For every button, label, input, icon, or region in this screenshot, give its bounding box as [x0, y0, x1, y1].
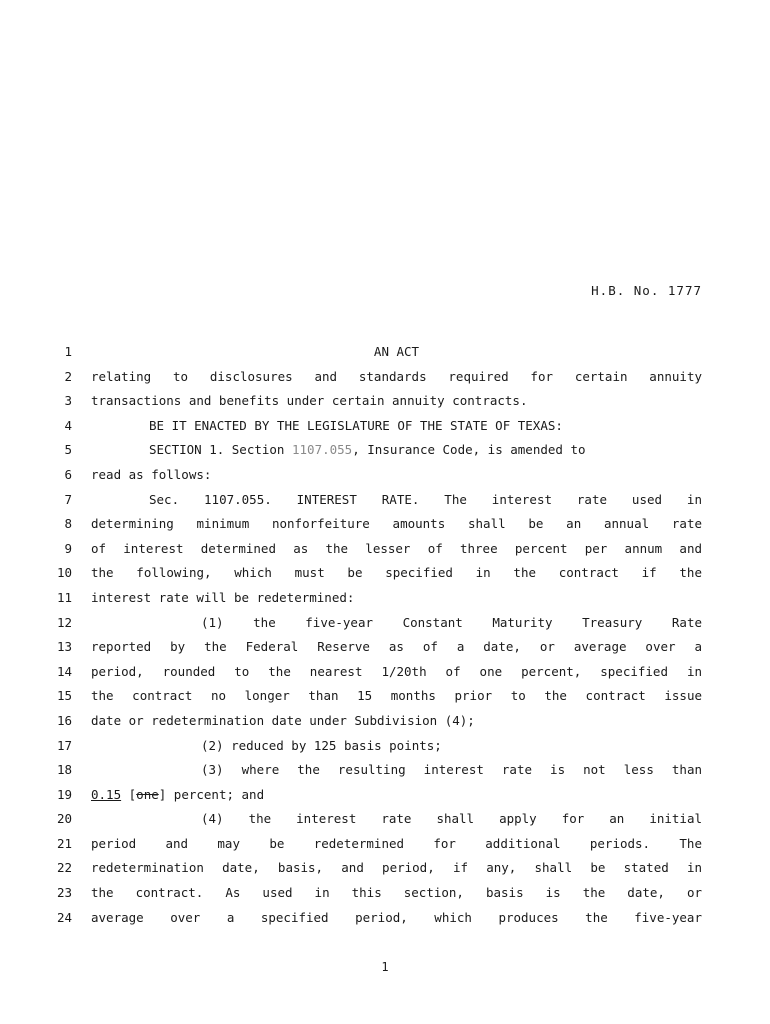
- line-text: the contract no longer than 15 months prior to the contract issue: [91, 688, 702, 704]
- line-6: [0, 463, 770, 488]
- line-number: 17: [56, 737, 72, 753]
- page-number: 1: [381, 960, 389, 974]
- line-9: [0, 537, 770, 562]
- bill-number: H.B. No. 1777: [591, 283, 702, 298]
- subdivision-2: (2) reduced by 125 basis points;: [201, 737, 442, 753]
- line-4: [0, 414, 770, 439]
- line-text: period and may be redetermined for additional periods. The: [91, 835, 702, 851]
- line-number: 4: [64, 417, 72, 433]
- line-14: [0, 660, 770, 685]
- act-title: AN ACT: [373, 344, 420, 359]
- line-number: 7: [64, 491, 72, 507]
- enacting-clause: BE IT ENACTED BY THE LEGISLATURE OF THE STATE OF TEXAS:: [149, 417, 563, 433]
- line-number: 16: [56, 712, 72, 728]
- section-link[interactable]: 1107.055: [292, 442, 353, 458]
- line-text: date or redetermination date under Subdivision (4);: [91, 712, 475, 728]
- line-number: 14: [56, 663, 72, 679]
- line-20: [0, 807, 770, 832]
- line-text: average over a specified period, which produces the five-year: [91, 909, 702, 925]
- line-19: [0, 783, 770, 808]
- bracket-close: ] percent; and: [158, 786, 265, 802]
- line-21: [0, 832, 770, 857]
- subdivision-1: (1) the five-year Constant Maturity Treasury Rate: [201, 614, 702, 630]
- section-prefix: SECTION 1. Section: [149, 442, 292, 458]
- line-text: the following, which must be specified in the contract if the: [91, 565, 702, 581]
- line-text: interest rate will be redetermined:: [91, 589, 355, 605]
- line-8: [0, 512, 770, 537]
- deleted-text: one: [136, 786, 159, 802]
- inserted-text: 0.15: [91, 786, 122, 802]
- bracket-open: [: [121, 786, 137, 802]
- line-16: [0, 709, 770, 734]
- line-7: [0, 488, 770, 513]
- line-number: 13: [56, 639, 72, 655]
- line-number: 2: [64, 368, 72, 384]
- subdivision-4: (4) the interest rate shall apply for an initial: [201, 811, 702, 827]
- line-number: 10: [56, 565, 72, 581]
- line-number: 21: [56, 835, 72, 851]
- line-number: 20: [56, 811, 72, 827]
- line-text: reported by the Federal Reserve as of a date, or average over a: [91, 639, 702, 655]
- line-number: 23: [56, 885, 72, 901]
- line-11: [0, 586, 770, 611]
- line-number: 24: [56, 909, 72, 925]
- section-suffix: , Insurance Code, is amended to: [352, 442, 586, 458]
- line-text: read as follows:: [91, 466, 212, 482]
- line-text: redetermination date, basis, and period, if any, shall be stated in: [91, 860, 702, 876]
- line-5: [0, 438, 770, 463]
- line-22: [0, 856, 770, 881]
- line-text: of interest determined as the lesser of three percent per annum and: [91, 540, 702, 556]
- line-text: relating to disclosures and standards required for certain annuity: [91, 368, 702, 384]
- line-1: [0, 340, 770, 365]
- line-text: period, rounded to the nearest 1/20th of one percent, specified in: [91, 663, 702, 679]
- line-2: [0, 365, 770, 390]
- line-12: [0, 611, 770, 636]
- line-number: 5: [64, 442, 72, 458]
- line-number: 22: [56, 860, 72, 876]
- line-number: 6: [64, 466, 72, 482]
- line-18: [0, 758, 770, 783]
- line-23: [0, 881, 770, 906]
- subdivision-3: (3) where the resulting interest rate is not less than: [201, 762, 702, 778]
- line-number: 19: [56, 786, 72, 802]
- line-15: [0, 684, 770, 709]
- line-text: transactions and benefits under certain annuity contracts.: [91, 393, 528, 409]
- line-text: [91, 783, 702, 808]
- line-number: 9: [64, 540, 72, 556]
- bill-text: [0, 340, 770, 930]
- line-3: [0, 389, 770, 414]
- line-text: the contract. As used in this section, basis is the date, or: [91, 885, 702, 901]
- line-17: [0, 734, 770, 759]
- line-number: 18: [56, 762, 72, 778]
- line-number: 12: [56, 614, 72, 630]
- line-10: [0, 561, 770, 586]
- line-24: [0, 906, 770, 931]
- section-heading: Sec. 1107.055. INTEREST RATE. The interest rate used in: [149, 491, 702, 507]
- line-text: determining minimum nonforfeiture amounts shall be an annual rate: [91, 516, 702, 532]
- line-number: 1: [64, 344, 72, 359]
- line-text: [91, 438, 702, 463]
- line-13: [0, 635, 770, 660]
- line-number: 8: [64, 516, 72, 532]
- line-number: 3: [64, 393, 72, 409]
- line-number: 11: [56, 589, 72, 605]
- line-number: 15: [56, 688, 72, 704]
